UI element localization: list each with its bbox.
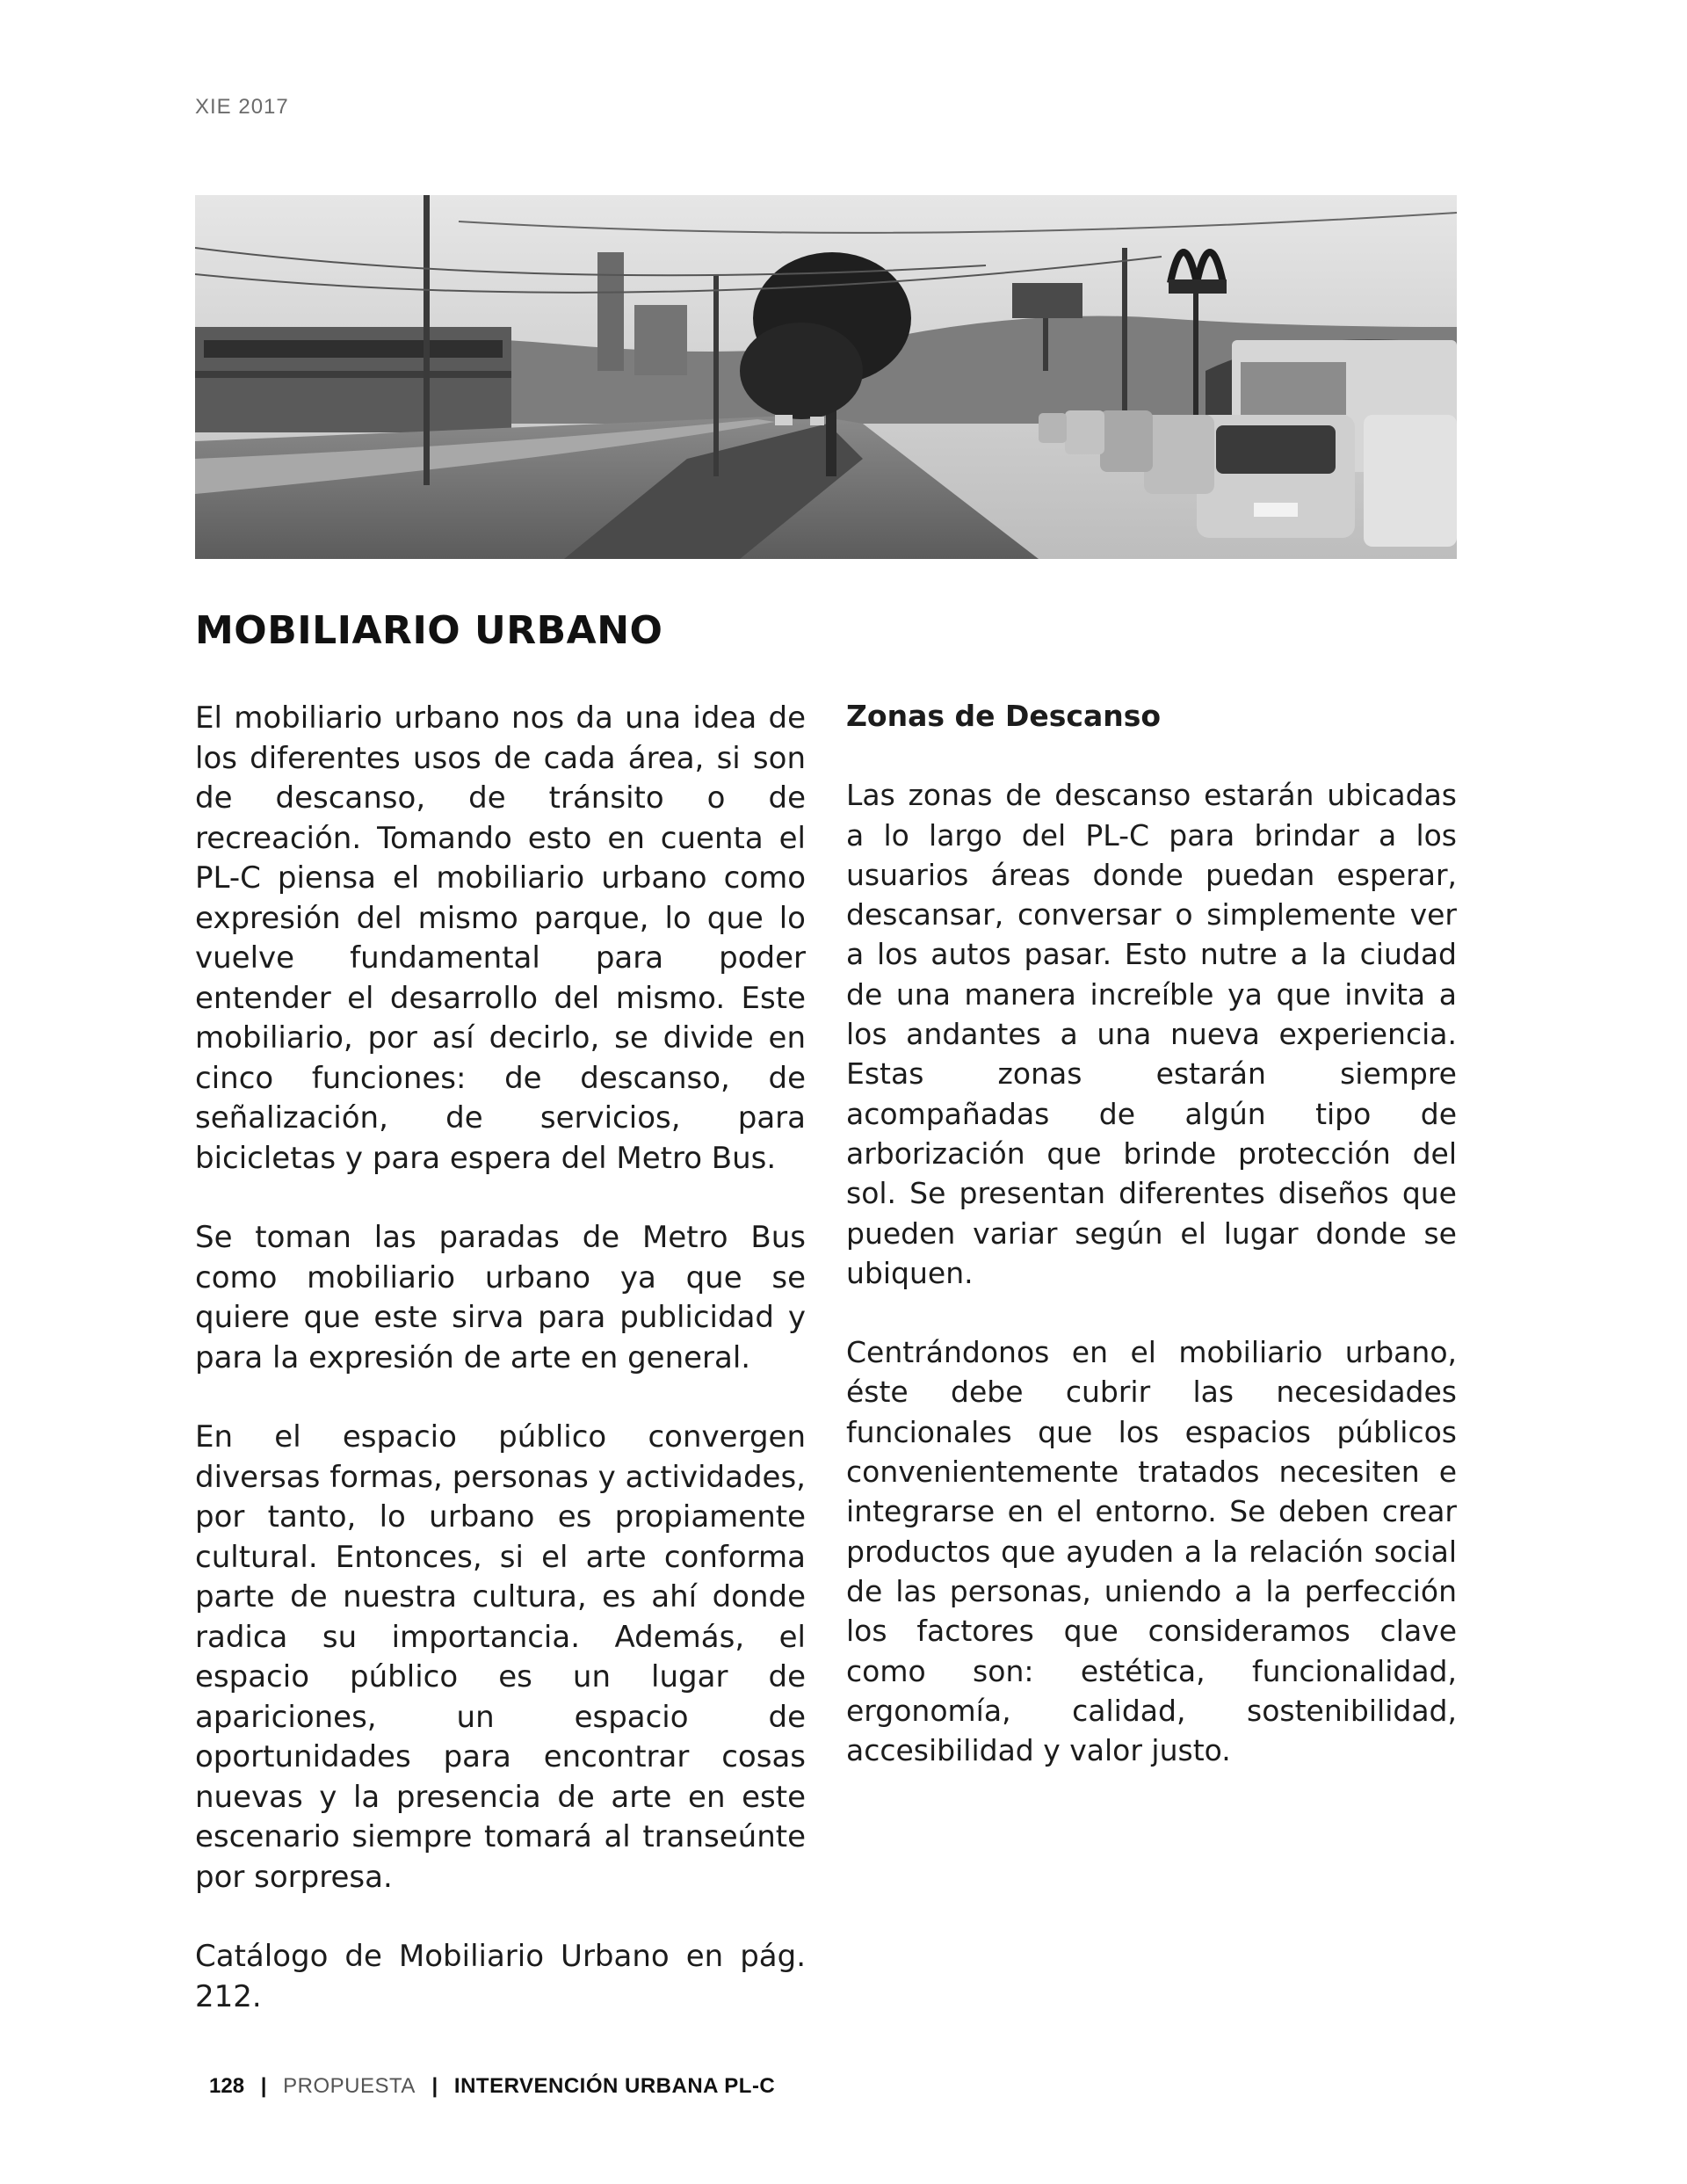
left-paragraph-4: Catálogo de Mobiliario Urbano en pág. 212.: [195, 1939, 806, 2014]
page-number: 128: [209, 2074, 245, 2098]
left-paragraph-2: Se toman las paradas de Metro Bus como mobiliario urbano ya que se quiere que este sirva para publicidad y para la expresión de arte en general.: [195, 1220, 806, 1375]
left-paragraph-1: El mobiliario urbano nos da una idea de los diferentes usos de cada área, si son de descanso, de tránsito o de recreación. Tomando esto en cuenta el PL-C piensa el mobiliario urbano como expresión del mismo parque, lo que lo vuelve fundamental para poder entender el desarrollo del mismo. Este mobiliario, por así decirlo, se divide en cinco funciones: de descanso, de señalización, de servicios, para bicicletas y para espera del Metro Bus.: [195, 700, 806, 1176]
footer-separator: |: [260, 2074, 267, 2098]
header-tag: XIE 2017: [195, 95, 289, 119]
footer-chapter: INTERVENCIÓN URBANA PL-C: [453, 2074, 776, 2098]
left-paragraph-3: En el espacio público convergen diversas formas, personas y actividades, por tanto, lo urbano es propiamente cultural. Entonces, si el arte conforma parte de nuestra cultura, es ahí donde radica su importancia. Además, el espacio público es un lugar de apariciones, un espacio de oportunidades para encontrar cosas nuevas y la presencia de arte en este escenario siempre tomará al transeúnte por sorpresa.: [195, 1419, 806, 1895]
street-photo: [195, 195, 1457, 559]
footer-separator: |: [431, 2074, 438, 2098]
left-column: [195, 699, 806, 2057]
section-title: MOBILIARIO URBANO: [195, 608, 663, 653]
subheading: Zonas de Descanso: [846, 699, 1162, 733]
right-column: [846, 696, 1457, 1810]
right-paragraph-1: Las zonas de descanso estarán ubicadas a lo largo del PL-C para brindar a los usuarios áreas donde puedan esperar, descansar, conversar o simplemente ver a los autos pasar. Esto nutre a la ciudad de una manera increíble ya que invita a los andantes a una nueva experiencia. Estas zonas estarán siempre acompañadas de algún tipo de arborización que brinde protección del sol. Se presentan diferentes diseños que pueden variar según el lugar donde se ubiquen.: [846, 778, 1457, 1290]
footer-section: PROPUESTA: [283, 2074, 416, 2098]
right-paragraph-2: Centrándonos en el mobiliario urbano, éste debe cubrir las necesidades funcionales que los espacios públicos convenientemente tratados necesiten e integrarse en el entorno. Se deben crear productos que ayuden a la relación social de las personas, uniendo a la perfección los factores que consideramos clave como son: estética, funcionalidad, ergonomía, calidad, sostenibilidad, accesibilidad y valor justo.: [846, 1335, 1457, 1768]
page-footer: [209, 2074, 775, 2099]
